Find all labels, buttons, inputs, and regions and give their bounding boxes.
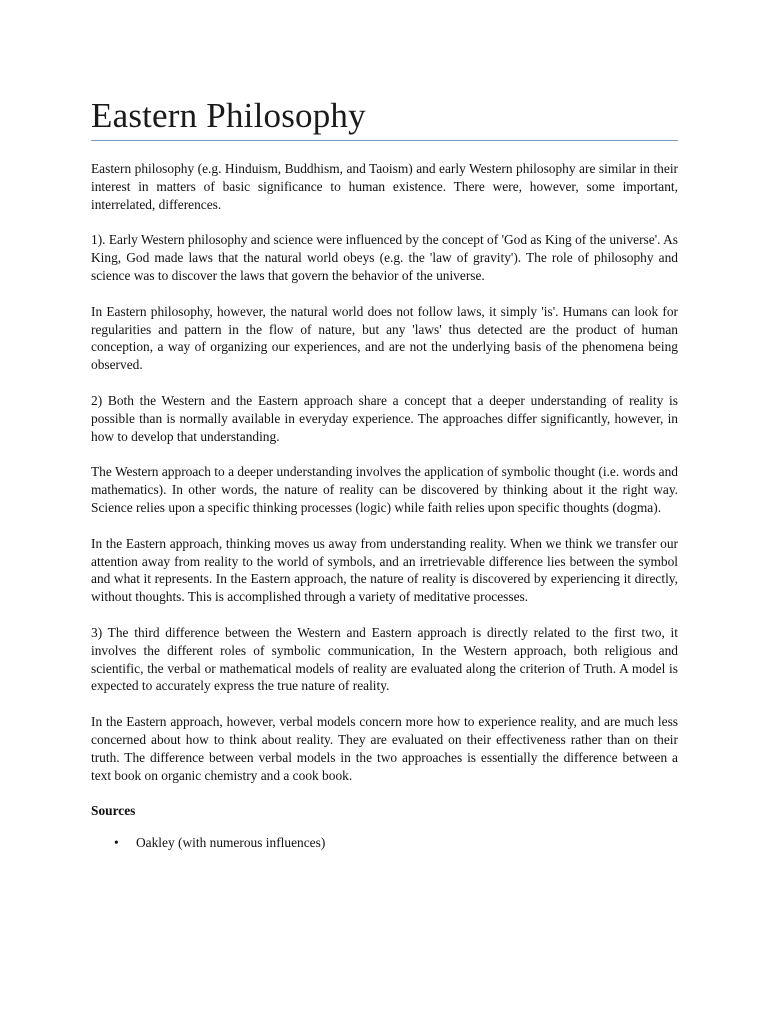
source-text: Oakley (with numerous influences) [136,835,326,851]
paragraph-intro: Eastern philosophy (e.g. Hinduism, Buddhism, and Taoism) and early Western philosophy are similar in their interest in matters of basic significance to human existence. There were, however, some important, interrelated, differences. [91,161,678,212]
sources-heading: Sources [91,803,136,819]
bullet-icon: • [114,835,119,851]
document-page [91,96,678,852]
sources-list [91,834,678,852]
paragraph-verbal-models: In the Eastern approach, however, verbal models concern more how to experience reality, and are much less concerned about how to think about reality. They are evaluated on their effectiveness rather than on their truth. The difference between verbal models in the two approaches is essentially the difference between a text book on organic chemistry and a cook book. [91,714,678,783]
paragraph-eastern-laws: In Eastern philosophy, however, the natural world does not follow laws, it simply 'is'. Humans can look for regularities and pattern in the flow of nature, but any 'laws' thus detected are the product of human conception, a way of organizing our experiences, and are not the underlying basis of the phenomena being observed. [91,303,678,373]
paragraph-difference-3: 3) The third difference between the Western and Eastern approach is directly related to the first two, it involves the different roles of symbolic communication, In the Western approach, both religious and scientific, the verbal or mathematical models of reality are evaluated along the criterion of Truth. A model is expected to accurately express the true nature of reality. [91,624,678,694]
paragraph-eastern-approach: In the Eastern approach, thinking moves us away from understanding reality. When we think we transfer our attention away from reality to the world of symbols, and an irretrievable difference lies between the symbol and what it represents. In the Eastern approach, the nature of reality is discovered by experiencing it directly, without thoughts. This is accomplished through a variety of meditative processes. [91,535,678,605]
list-item [91,834,678,852]
paragraph-difference-1: 1). Early Western philosophy and science were influenced by the concept of 'God as King of the universe'. As King, God made laws that the natural world obeys (e.g. the 'law of gravity'). The role of philosophy and science was to discover the laws that govern the behavior of the universe. [91,232,678,283]
paragraph-difference-2: 2) Both the Western and the Eastern approach share a concept that a deeper understanding of reality is possible than is normally available in everyday experience. The approaches differ significantly, however, in how to develop that understanding. [91,392,678,444]
paragraph-western-approach: The Western approach to a deeper understanding involves the application of symbolic thought (i.e. words and mathematics). In other words, the nature of reality can be discovered by thinking about it the right way. Science relies upon a specific thinking processes (logic) while faith relies upon specific thoughts (dogma). [91,464,678,515]
document-title: Eastern Philosophy [91,96,678,141]
document-body [91,160,678,852]
